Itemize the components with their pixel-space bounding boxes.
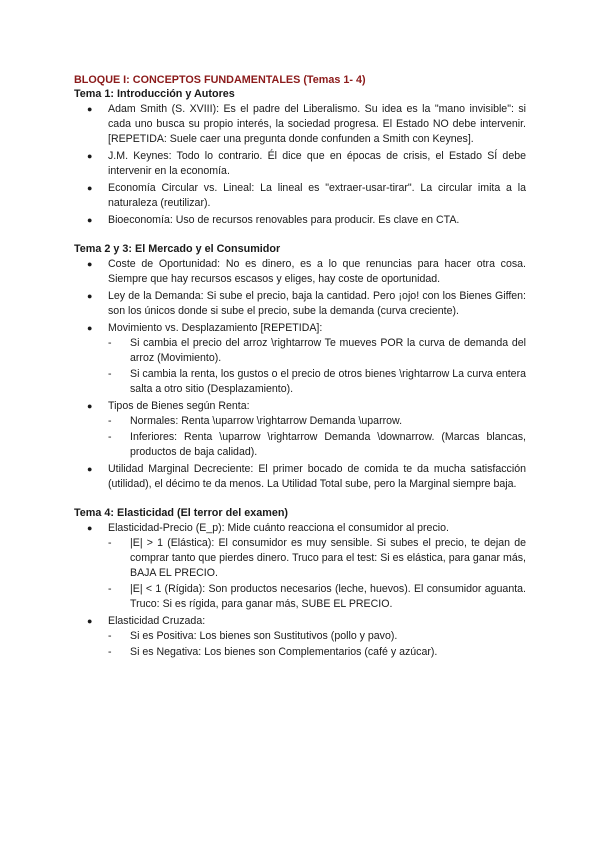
sub-list-item (108, 582, 526, 612)
list-item-text: Utilidad Marginal Decreciente: El primer bocado de comida te da mucha satisfacción (utilidad), el décimo te da menos. La Utilidad Total sube, pero la Marginal siempre baja. (108, 463, 526, 490)
sub-list-tipos-bienes (108, 414, 526, 460)
sub-list-item (108, 629, 526, 644)
list-item (74, 102, 526, 147)
list-item-text: Movimiento vs. Desplazamiento [REPETIDA]: (108, 322, 323, 334)
list-item-text: Tipos de Bienes según Renta: (108, 400, 250, 412)
bullet-icon: ● (87, 401, 93, 411)
sub-list-item-text: |E| > 1 (Elástica): El consumidor es muy sensible. Si subes el precio, te dejan de comprar tanto que pierdes dinero. Truco para el test: Si es elástica, para ganar más, BAJA EL PRECIO. (130, 537, 526, 579)
bullet-icon: ● (87, 323, 93, 333)
bullet-icon: ● (87, 464, 93, 474)
list-item-text: Elasticidad Cruzada: (108, 615, 206, 627)
sub-list-elasticidad-precio (108, 536, 526, 612)
dash-icon: - (108, 415, 112, 427)
list-item (74, 289, 526, 319)
document-page (74, 73, 526, 662)
list-item-text: Economía Circular vs. Lineal: La lineal es "extraer-usar-tirar". La circular imita a la naturaleza (reutilizar). (108, 182, 526, 209)
list-item-text: Ley de la Demanda: Si sube el precio, baja la cantidad. Pero ¡ojo! con los Bienes Giffen: son los únicos donde si sube el precio, sube la demanda (curva creciente). (108, 290, 526, 317)
list-item (74, 462, 526, 492)
dash-icon: - (108, 368, 112, 380)
bullet-icon: ● (87, 616, 93, 626)
sub-list-item (108, 430, 526, 460)
sub-list-item-text: Normales: Renta \uparrow \rightarrow Demanda \uparrow. (130, 415, 403, 427)
list-item (74, 614, 526, 660)
block-title: BLOQUE I: CONCEPTOS FUNDAMENTALES (Temas 1- 4) (74, 74, 366, 86)
list-item-text: Elasticidad-Precio (E_p): Mide cuánto reacciona el consumidor al precio. (108, 522, 449, 534)
sub-list-item-text: Si cambia el precio del arroz \rightarrow Te mueves POR la curva de demanda del arroz (Movimiento). (130, 337, 526, 364)
bullet-icon: ● (87, 183, 93, 193)
dash-icon: - (108, 337, 112, 349)
section-3-list (74, 521, 526, 660)
sub-list-elasticidad-cruzada (108, 629, 526, 660)
bullet-icon: ● (87, 215, 93, 225)
list-item-text: Bioeconomía: Uso de recursos renovables para producir. Es clave en CTA. (108, 214, 460, 226)
sub-list-item-text: Si es Negativa: Los bienes son Complementarios (café y azúcar). (130, 646, 438, 658)
sub-list-item (108, 414, 526, 429)
sub-list-item-text: Si cambia la renta, los gustos o el precio de otros bienes \rightarrow La curva entera salta a otro sitio (Desplazamiento). (130, 368, 526, 395)
list-item (74, 399, 526, 460)
dash-icon: - (108, 646, 112, 658)
sub-list-item-text: |E| < 1 (Rígida): Son productos necesarios (leche, huevos). El consumidor aguanta. Truco: Si es rígida, para ganar más, SUBE EL PRECIO. (130, 583, 526, 610)
dash-icon: - (108, 431, 112, 443)
sub-list-item (108, 536, 526, 581)
list-item (74, 181, 526, 211)
sub-list-movimiento (108, 336, 526, 397)
section-1-list (74, 102, 526, 228)
sub-list-item-text: Si es Positiva: Los bienes son Sustitutivos (pollo y pavo). (130, 630, 398, 642)
list-item (74, 213, 526, 228)
list-item-text: Coste de Oportunidad: No es dinero, es a lo que renuncias para hacer otra cosa. Siempre que hay recursos escasos y eliges, hay coste de oportunidad. (108, 258, 526, 285)
sub-list-item (108, 367, 526, 397)
section-gap (74, 230, 526, 242)
section-gap (74, 494, 526, 506)
list-item (74, 149, 526, 179)
list-item (74, 521, 526, 612)
list-item (74, 257, 526, 287)
sub-list-item (108, 645, 526, 660)
list-item-text: J.M. Keynes: Todo lo contrario. Él dice que en épocas de crisis, el Estado SÍ debe intervenir en la economía. (108, 150, 526, 177)
section-title-tema-4: Tema 4: Elasticidad (El terror del examen) (74, 507, 289, 519)
dash-icon: - (108, 583, 112, 595)
section-title-tema-2-3: Tema 2 y 3: El Mercado y el Consumidor (74, 243, 281, 255)
bullet-icon: ● (87, 523, 93, 533)
list-item (74, 321, 526, 397)
bullet-icon: ● (87, 291, 93, 301)
section-title-tema-1: Tema 1: Introducción y Autores (74, 88, 235, 100)
sub-list-item-text: Inferiores: Renta \uparrow \rightarrow Demanda \downarrow. (Marcas blancas, productos de baja calidad). (130, 431, 526, 458)
dash-icon: - (108, 537, 112, 549)
sub-list-item (108, 336, 526, 366)
bullet-icon: ● (87, 104, 93, 114)
bullet-icon: ● (87, 259, 93, 269)
list-item-text: Adam Smith (S. XVIII): Es el padre del Liberalismo. Su idea es la "mano invisible": si cada uno busca su propio interés, la sociedad progresa. El Estado NO debe intervenir. [REPETIDA: Suele caer una pregunta donde confunden a Smith con Keynes]. (108, 103, 526, 145)
bullet-icon: ● (87, 151, 93, 161)
dash-icon: - (108, 630, 112, 642)
section-2-list (74, 257, 526, 492)
